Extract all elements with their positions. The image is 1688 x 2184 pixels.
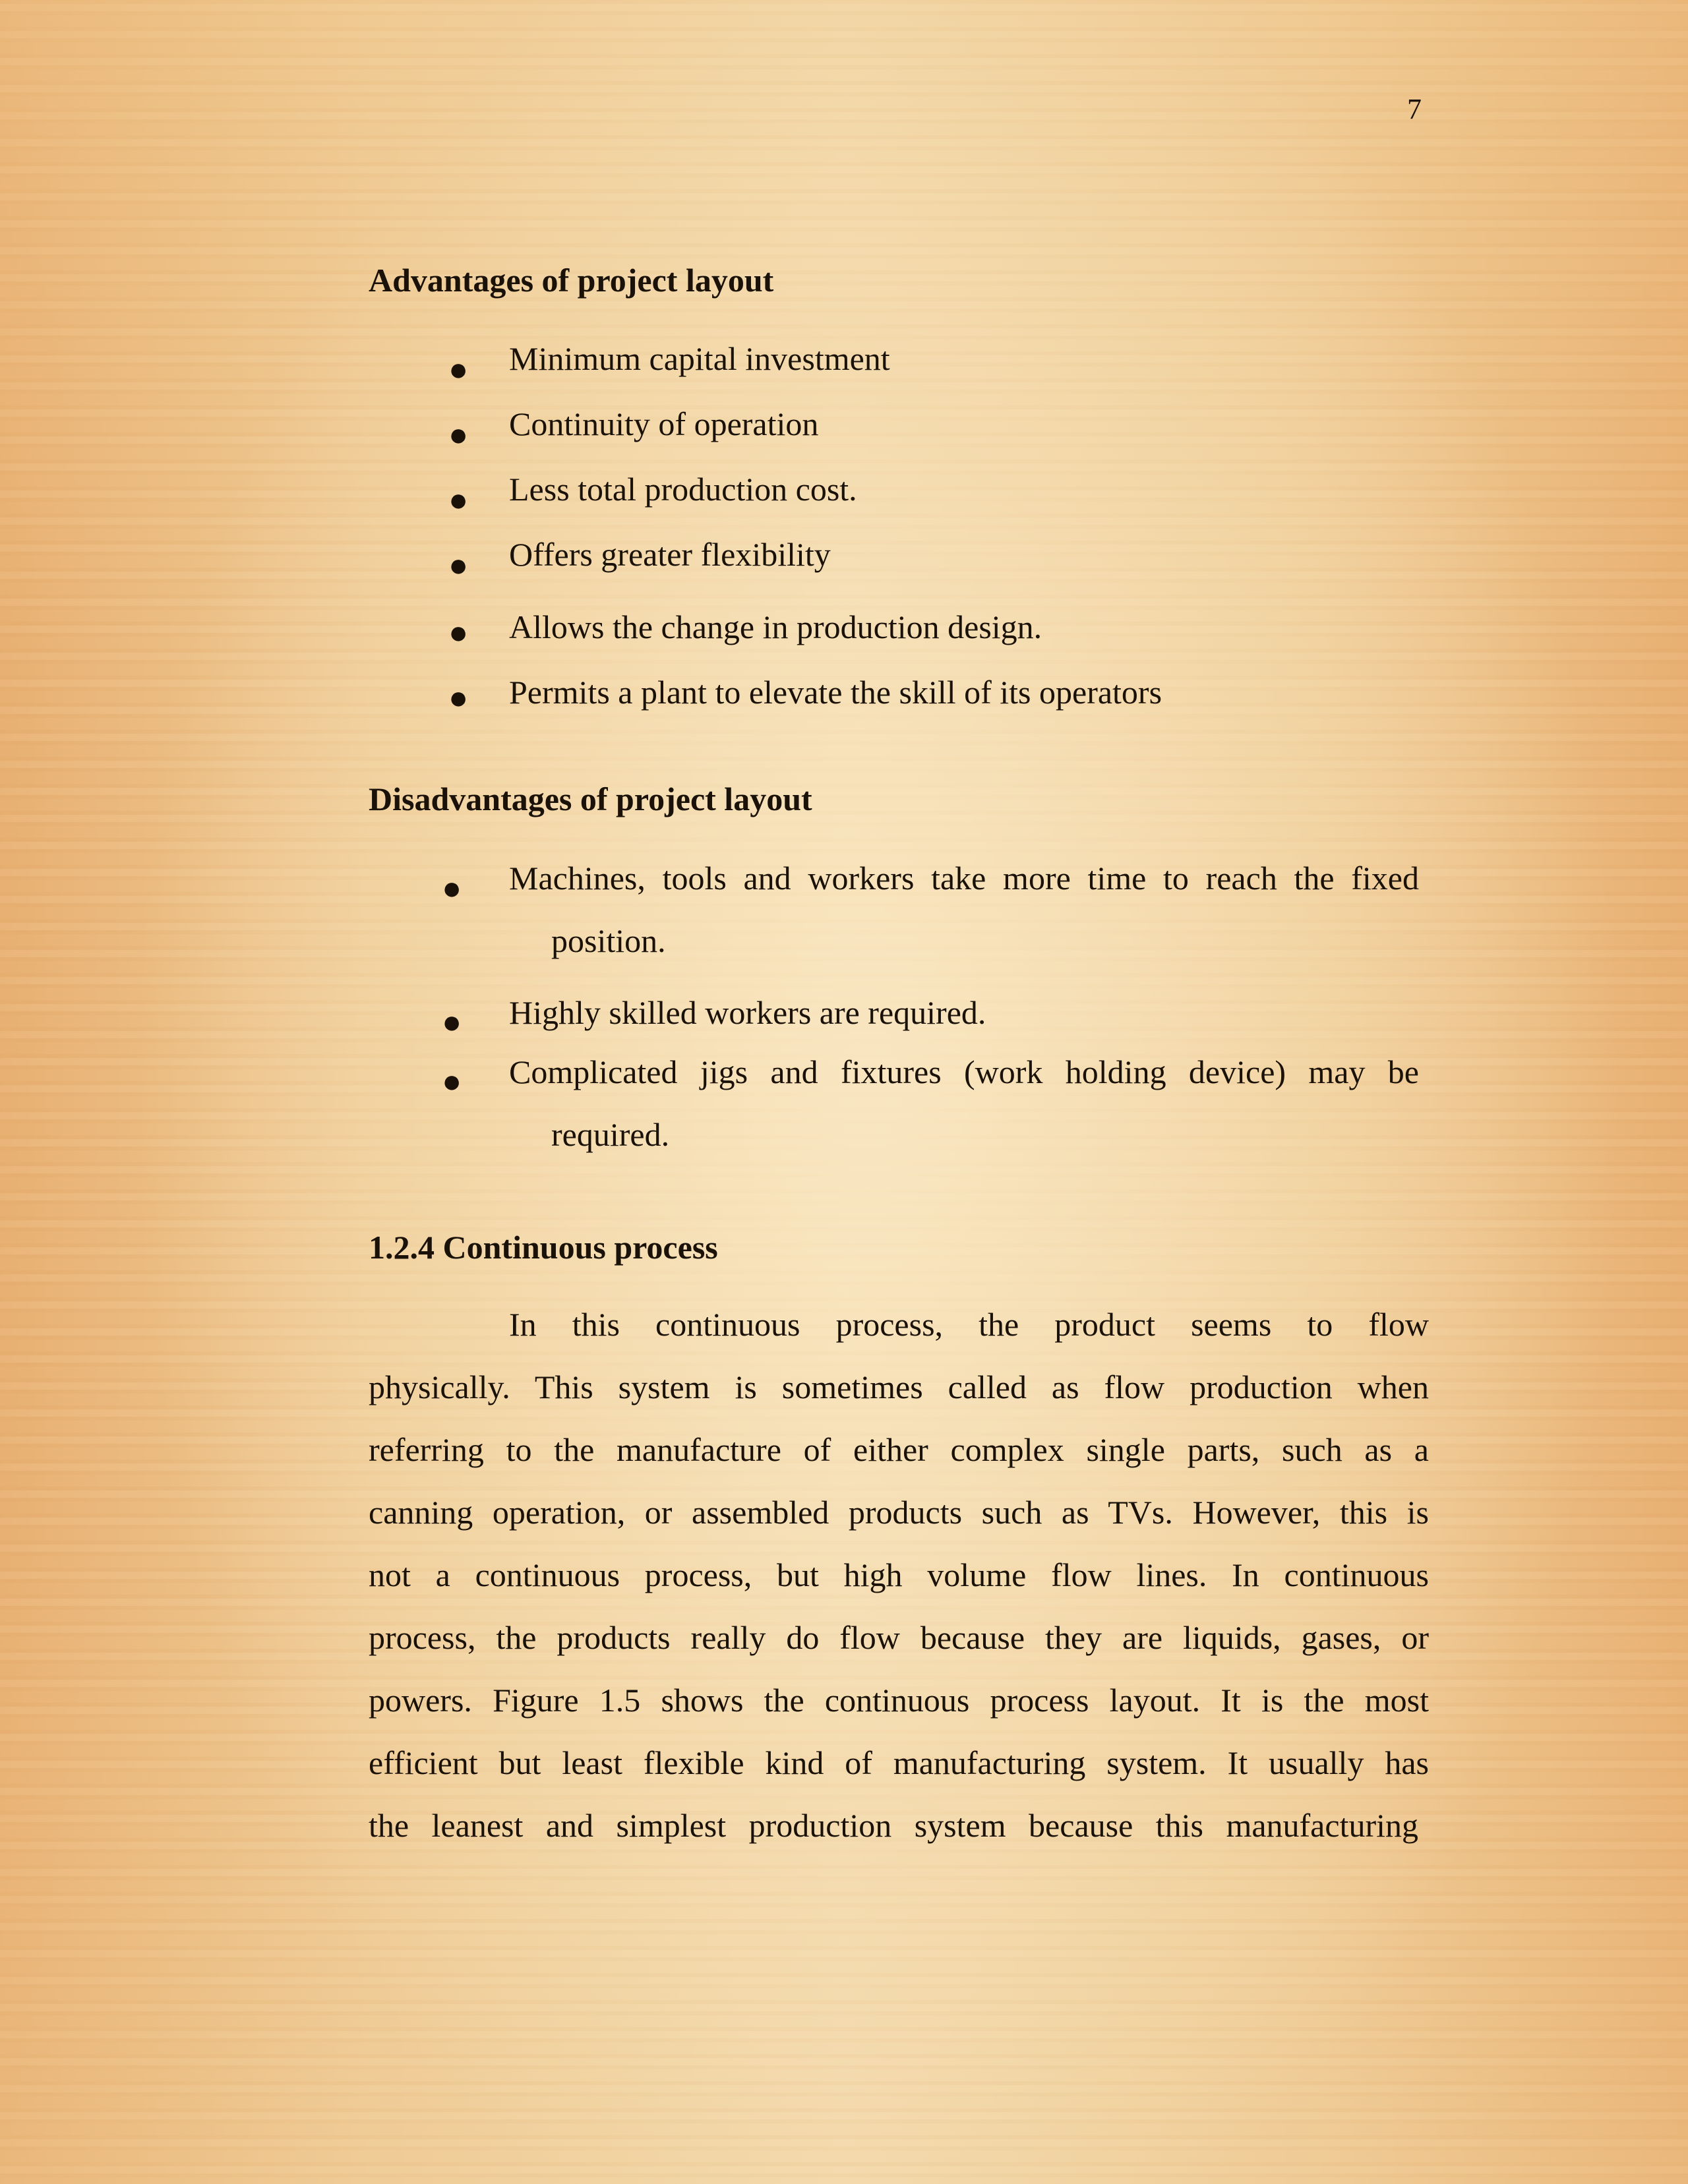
disadvantage-item-1-line-1: Machines, tools and workers take more time to reach the fixed (509, 860, 1419, 897)
paragraph-line: referring to the manufacture of either complex single parts, such as a (369, 1431, 1429, 1468)
advantage-item-3: Less total production cost. (509, 471, 857, 508)
advantage-item-2: Continuity of operation (509, 405, 819, 442)
paragraph-line: physically. This system is sometimes called as flow production when (369, 1369, 1429, 1405)
bullet-icon: ● (448, 679, 469, 716)
disadvantage-item-1-line-2: position. (551, 922, 666, 959)
bullet-icon: ● (448, 416, 469, 453)
bullet-icon: ● (448, 546, 469, 583)
disadvantage-item-3-line-1: Complicated jigs and fixtures (work holding device) may be (509, 1053, 1419, 1090)
disadvantage-item-3-line-2: required. (551, 1116, 670, 1153)
bullet-icon: ● (442, 1063, 462, 1100)
paragraph-line: process, the products really do flow because they are liquids, gases, or (369, 1619, 1429, 1656)
bullet-icon: ● (448, 351, 469, 388)
paragraph-line: powers. Figure 1.5 shows the continuous process layout. It is the most (369, 1682, 1429, 1719)
paragraph-line: In this continuous process, the product seems to flow (509, 1306, 1429, 1343)
bullet-icon: ● (448, 481, 469, 518)
paragraph-line: efficient but least flexible kind of manufacturing system. It usually has (369, 1744, 1429, 1781)
advantage-item-1: Minimum capital investment (509, 340, 890, 377)
section-heading: 1.2.4 Continuous process (369, 1229, 718, 1266)
advantages-heading: Advantages of project layout (369, 262, 774, 299)
paragraph-line: canning operation, or assembled products such as TVs. However, this is (369, 1494, 1429, 1531)
paragraph-line: not a continuous process, but high volume flow lines. In continuous (369, 1556, 1429, 1593)
disadvantage-item-2: Highly skilled workers are required. (509, 994, 986, 1031)
page-number: 7 (1407, 93, 1422, 125)
advantage-item-6: Permits a plant to elevate the skill of its operators (509, 674, 1162, 711)
advantage-item-4: Offers greater flexibility (509, 536, 831, 573)
bullet-icon: ● (448, 614, 469, 651)
bullet-icon: ● (442, 870, 462, 906)
bullet-icon: ● (442, 1003, 462, 1040)
disadvantages-heading: Disadvantages of project layout (369, 781, 812, 817)
advantage-item-5: Allows the change in production design. (509, 608, 1042, 645)
paragraph-line: the leanest and simplest production system because this manufacturing (369, 1807, 1418, 1844)
